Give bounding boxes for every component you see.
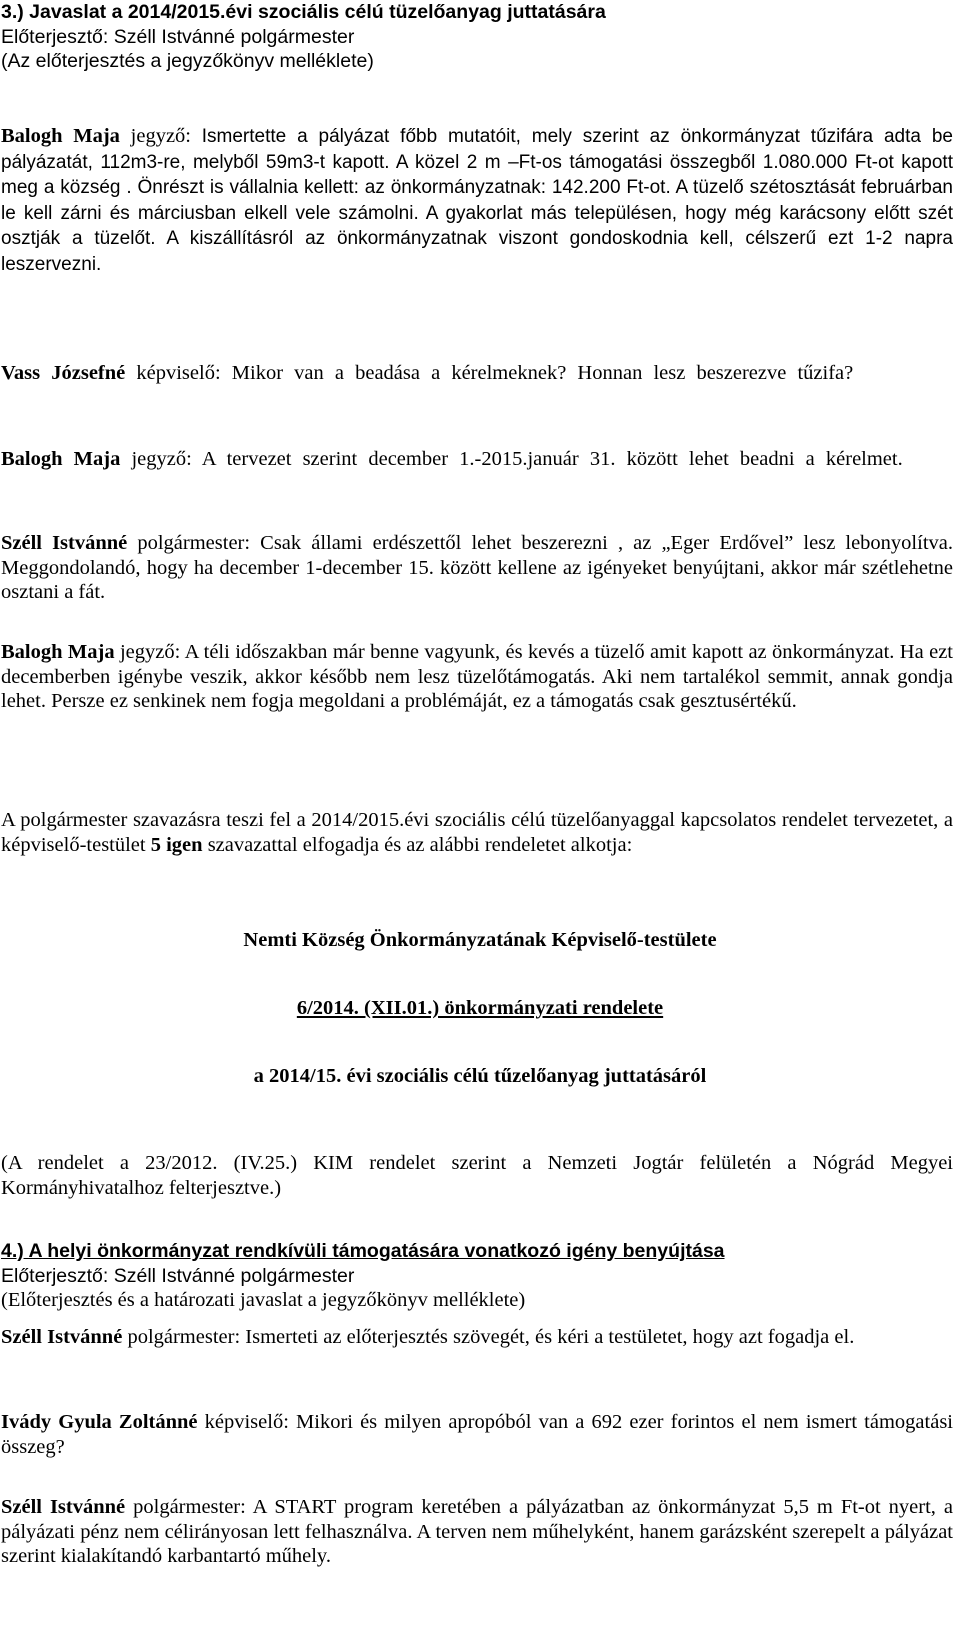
speaker-role: polgármester:: [127, 532, 261, 554]
decree-number-text: 6/2014. (XII.01.) önkormányzati rendelete: [296, 997, 664, 1019]
paragraph-text: A téli időszakban már benne vagyunk, és kevés a tüzelő amit kapott az önkormányzat. Ha ezt decemberben igénybe veszik, akkor később nem lesz tüzelőtámogatás. Aki nem tartalékol semmit, annak gondja lehet. Persze ez senkinek nem fogja megoldani a problémáját, ez a támogatás csak gesztusértékű.: [1, 641, 953, 712]
paragraph-text: Mikor van a beadása a kérelmeknek? Honnan lesz beszerezve tűzifa?: [231, 362, 854, 384]
paragraph-text: Ismerteti az előterjesztés szövegét, és kéri a testületet, hogy azt fogadja el.: [245, 1326, 855, 1348]
paragraph-szell-2: [1, 1325, 953, 1350]
speaker-role: képviselő:: [125, 362, 232, 384]
speaker-role: képviselő:: [197, 1411, 297, 1433]
paragraph-ivady: [1, 1410, 953, 1459]
vote-paragraph: [1, 808, 953, 857]
paragraph-text: Csak állami erdészettől lehet beszerezni , az „Eger Erdővel” lesz lebonyolítva. Meggondolandó, hogy ha december 1-december 15. között kellene az igényeket benyújtani, akkor már szétlehetne osztani a fát.: [1, 532, 953, 603]
speaker-role: jegyző:: [120, 448, 202, 470]
paragraph-balogh-3: [1, 640, 953, 714]
decree-body: Nemti Község Önkormányzatának Képviselő-testülete: [243, 929, 717, 951]
paragraph-text: A tervezet szerint december 1.-2015.január 31. között lehet beadni a kérelmet.: [201, 448, 903, 470]
speaker-role: jegyző:: [119, 125, 202, 147]
speaker-role: jegyző:: [114, 641, 185, 663]
section-4-header: [1, 1239, 953, 1313]
section-3-note: (Az előterjesztés a jegyzőkönyv melléklete): [1, 50, 374, 72]
speaker-name: Vass Józsefné: [1, 362, 126, 384]
speaker-name: Széll Istvánné: [1, 532, 128, 554]
speaker-name: Széll Istvánné: [1, 1496, 126, 1518]
section-3-header: [1, 0, 953, 74]
section-3-presenter: Előterjesztő: Széll Istvánné polgármester: [1, 25, 355, 48]
speaker-name: Balogh Maja: [1, 448, 121, 470]
section-4-heading-text: 4.) A helyi önkormányzat rendkívüli támogatására vonatkozó igény benyújtása: [1, 1240, 725, 1262]
speaker-role: polgármester:: [125, 1496, 253, 1518]
paragraph-vass: [1, 361, 953, 386]
speaker-name: Balogh Maja: [1, 125, 120, 147]
vote-text-after: szavazattal elfogadja és az alábbi rendeletet alkotja:: [202, 833, 633, 856]
decree-note: (A rendelet a 23/2012. (IV.25.) KIM rendelet szerint a Nemzeti Jogtár felületén a Nógrád Megyei Kormányhivatalhoz felterjesztve.): [1, 1152, 953, 1199]
paragraph-balogh-1: [1, 124, 953, 277]
paragraph-text: Ismertette a pályázat főbb mutatóit, mely szerint az önkormányzat tűzifára adta be pályázatát, 112m3-re, melyből 59m3-t kapott. A közel 2 m –Ft-os támogatási összegből 1.080.000 Ft-ot kapott meg a község . Önrészt is vállalnia kellett: az önkormányzatnak: 142.200 Ft-ot. A tüzelő szétosztását februárban le kell zárni és márciusban elkell vele számolni. A gyakorlat más településen, hogy még karácsony előtt szét osztják a tüzelőt. A kiszállításról az önkormányzatnak viszont gondoskodnia kell, célszerű ezt 1-2 napra leszervezni.: [1, 126, 953, 275]
section-4-note: (Előterjesztés és a határozati javaslat a jegyzőkönyv melléklete): [1, 1289, 526, 1311]
section-4-heading: [1, 1239, 953, 1264]
vote-count: 5 igen: [150, 833, 203, 856]
vote-text-before: A polgármester szavazásra teszi fel a 2014/2015.évi szociális célú tüzelőanyaggal kapcsolatos rendelet tervezetet, a képviselő-testület: [1, 809, 953, 856]
section-4-presenter: Előterjesztő: Széll Istvánné polgármester: [1, 1264, 355, 1287]
paragraph-text: Mikori és milyen apropóból van a 692 ezer forintos el nem ismert támogatási összeg?: [1, 1411, 953, 1458]
speaker-name: Ivády Gyula Zoltánné: [1, 1411, 198, 1433]
decree-title: a 2014/15. évi szociális célú tűzelőanyag juttatásáról: [253, 1065, 707, 1087]
paragraph-balogh-2: [1, 447, 953, 472]
paragraph-szell-1: [1, 531, 953, 605]
speaker-role: polgármester:: [122, 1326, 246, 1348]
paragraph-szell-3: [1, 1495, 953, 1569]
section-3-heading: 3.) Javaslat a 2014/2015.évi szociális célú tüzelőanyag juttatására: [1, 1, 606, 23]
decree-number: [0, 996, 960, 1021]
speaker-name: Széll Istvánné: [1, 1326, 123, 1348]
speaker-name: Balogh Maja: [1, 641, 115, 663]
paragraph-text: A START program keretében a pályázatban az önkormányzat 5,5 m Ft-ot nyert, a pályázati pénz nem célirányosan lett felhasználva. A terven nem műhelyként, hanem garázsként szerepelt a pályázat szerint kialakítandó karbantartó műhely.: [1, 1496, 953, 1567]
